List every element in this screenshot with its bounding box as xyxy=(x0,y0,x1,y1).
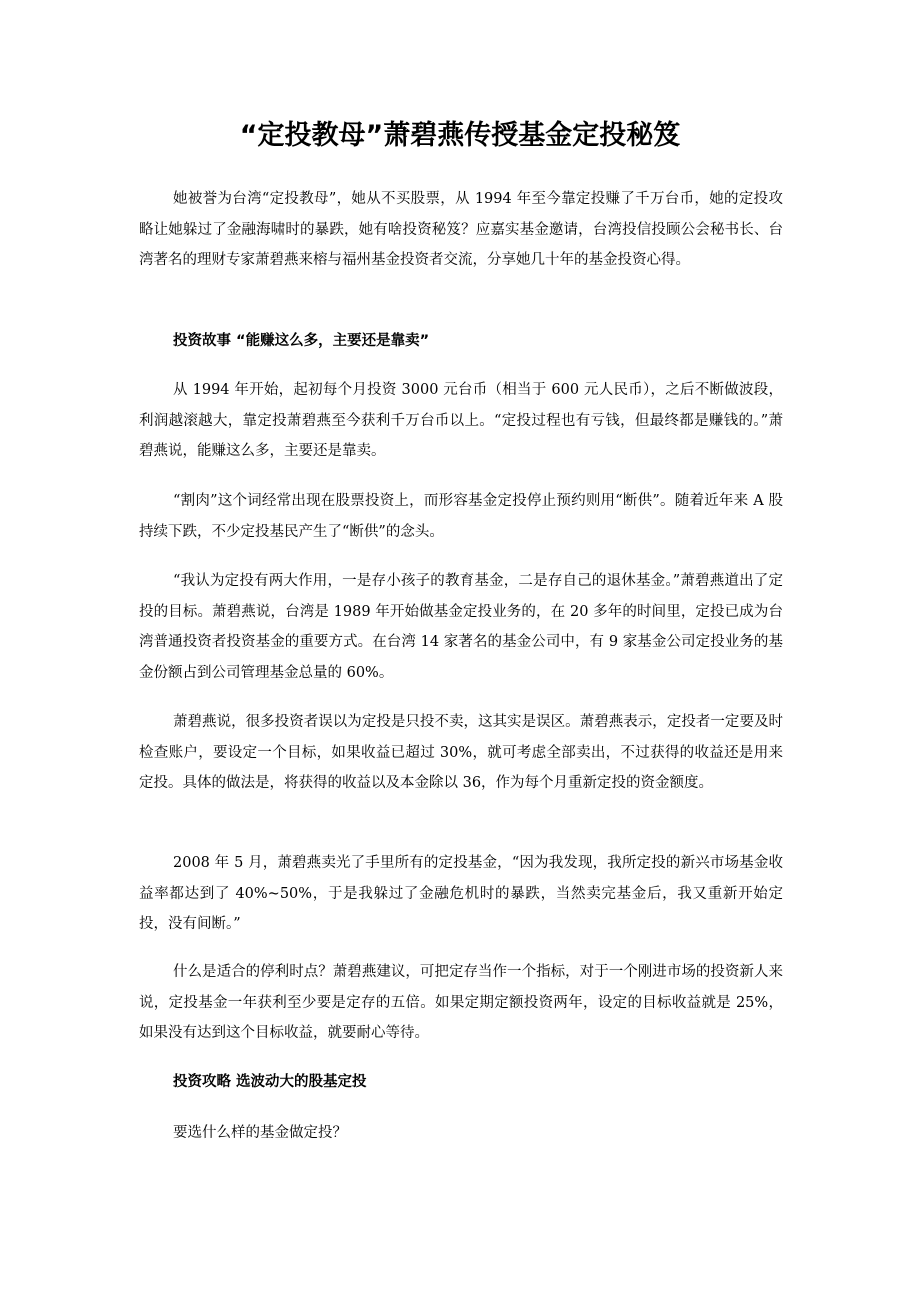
paragraph-strategy-1: 要选什么样的基金做定投？ xyxy=(173,1125,347,1141)
paragraph-story-5: 2008 年 5 月，萧碧燕卖光了手里所有的定投基金，“因为我发现，我所定投的新兴市场基金收益率都达到了 40%~50%，于是我躲过了金融危机时的暴跌，当然卖完基金后，我又重新开始定投，没有间断。” xyxy=(139,855,783,932)
section-heading-story: 投资故事 “能赚这么多，主要还是靠卖” xyxy=(173,333,430,349)
paragraph-story-2: “割肉”这个词经常出现在股票投资上，而形容基金定投停止预约则用“断供”。随着近年来 A 股持续下跌，不少定投基民产生了“断供”的念头。 xyxy=(139,493,783,540)
section-heading-strategy: 投资攻略 选波动大的股基定投 xyxy=(173,1074,367,1090)
paragraph-story-4: 萧碧燕说，很多投资者误以为定投是只投不卖，这其实是误区。萧碧燕表示，定投者一定要及时检查账户，要设定一个目标，如果收益已超过 30%，就可考虑全部卖出，不过获得的收益还是用来定投。具体的做法是，将获得的收益以及本金除以 36，作为每个月重新定投的资金额度。 xyxy=(139,714,783,791)
paragraph-intro: 她被誉为台湾“定投教母”，她从不买股票，从 1994 年至今靠定投赚了千万台币，她的定投攻略让她躲过了金融海啸时的暴跌，她有啥投资秘笈？应嘉实基金邀请，台湾投信投顾公会秘书长、台湾著名的理财专家萧碧燕来榕与福州基金投资者交流，分享她几十年的基金投资心得。 xyxy=(139,191,783,268)
paragraph-story-6: 什么是适合的停利时点？萧碧燕建议，可把定存当作一个指标，对于一个刚进市场的投资新人来说，定投基金一年获利至少要是定存的五倍。如果定期定额投资两年，设定的目标收益就是 25%，如果没有达到这个目标收益，就要耐心等待。 xyxy=(139,964,783,1041)
paragraph-story-3: “我认为定投有两大作用，一是存小孩子的教育基金，二是存自己的退休基金。”萧碧燕道出了定投的目标。萧碧燕说，台湾是 1989 年开始做基金定投业务的，在 20 多年的时间里，定投已成为台湾普通投资者投资基金的重要方式。在台湾 14 家著名的基金公司中，有 9 家基金公司定投业务的基金份额占到公司管理基金总量的 60%。 xyxy=(139,573,783,681)
document-title: “定投教母”萧碧燕传授基金定投秘笈 xyxy=(239,120,681,151)
paragraph-story-1: 从 1994 年开始，起初每个月投资 3000 元台币（相当于 600 元人民币），之后不断做波段，利润越滚越大，靠定投萧碧燕至今获利千万台币以上。“定投过程也有亏钱，但最终都是赚钱的。”萧碧燕说，能赚这么多，主要还是靠卖。 xyxy=(139,382,783,459)
